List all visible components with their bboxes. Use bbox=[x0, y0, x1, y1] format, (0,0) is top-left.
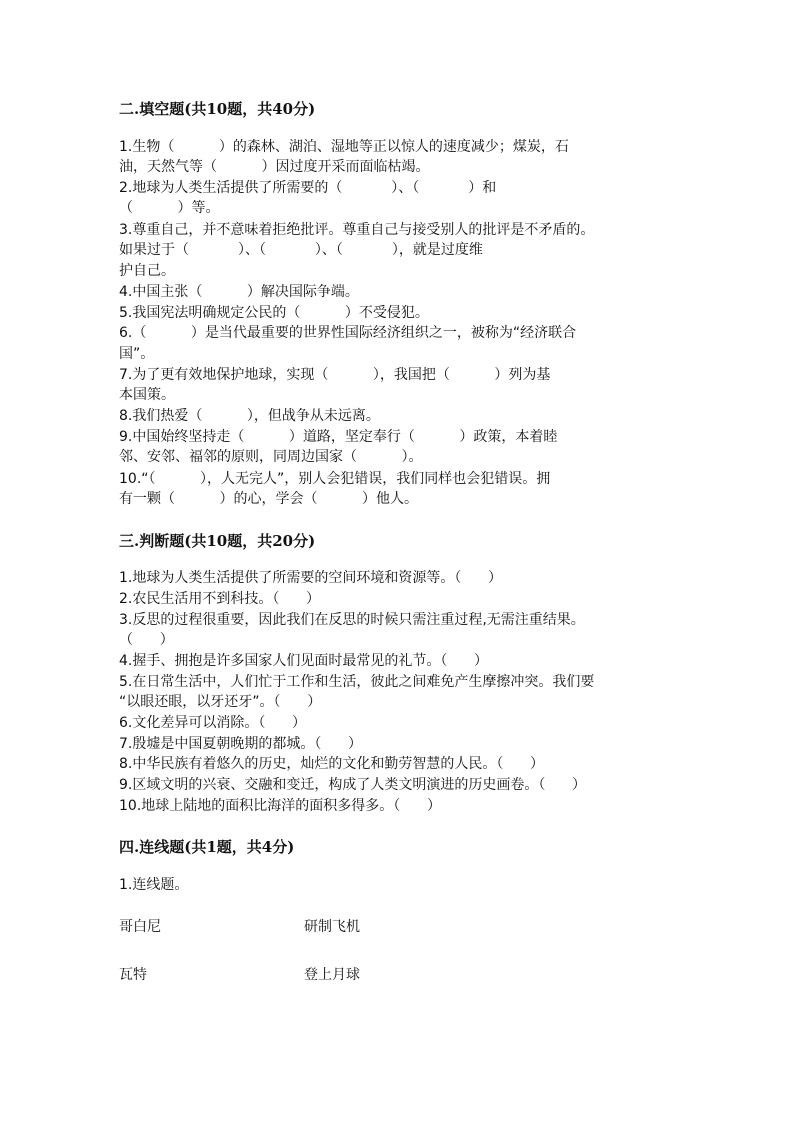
section-heading-true-false: 三.判断题(共10题，共20分) bbox=[119, 532, 316, 550]
question-line: 护自己。 bbox=[119, 263, 175, 279]
match-left-item: 瓦特 bbox=[119, 967, 147, 983]
question-line: 7.为了更有效地保护地球，实现（ ），我国把（ ）列为基 bbox=[119, 367, 551, 383]
question-line: 油，天然气等（ ）因过度开采而面临枯竭。 bbox=[119, 159, 430, 175]
question-line: 2.地球为人类生活提供了所需要的（ ）、（ ）和 bbox=[119, 180, 497, 196]
question-line: 6.（ ）是当代最重要的世界性国际经济组织之一，被称为“经济联合 bbox=[119, 325, 577, 341]
question-line: 9.区域文明的兴衰、交融和变迁，构成了人类文明演进的历史画卷。（ ） bbox=[119, 777, 587, 793]
question-line: 10.“（ ），人无完人”，别人会犯错误，我们同样也会犯错误。拥 bbox=[119, 471, 551, 487]
question-line: 1.地球为人类生活提供了所需要的空间环境和资源等。（ ） bbox=[119, 570, 503, 586]
question-line: （ ） bbox=[119, 632, 174, 648]
matching-question-prompt: 1.连线题。 bbox=[119, 877, 189, 893]
question-line: 7.殷墟是中国夏朝晚期的都城。（ ） bbox=[119, 736, 363, 752]
question-line: 4.握手、拥抱是许多国家人们见面时最常见的礼节。（ ） bbox=[119, 653, 489, 669]
question-line: 2.农民生活用不到科技。（ ） bbox=[119, 591, 321, 607]
question-line: 10.地球上陆地的面积比海洋的面积多得多。（ ） bbox=[119, 798, 441, 814]
question-line: 邻、安邻、福邻的原则，同周边国家（ ）。 bbox=[119, 449, 423, 465]
question-line: 9.中国始终坚持走（ ）道路，坚定奉行（ ）政策，本着睦 bbox=[119, 429, 558, 445]
question-line: 5.在日常生活中，人们忙于工作和生活，彼此之间难免产生摩擦冲突。我们要 bbox=[119, 674, 595, 690]
question-line: 3.反思的过程很重要，因此我们在反思的时候只需注重过程,无需注重结果。 bbox=[119, 612, 585, 628]
question-line: 8.中华民族有着悠久的历史，灿烂的文化和勤劳智慧的人民。（ ） bbox=[119, 756, 545, 772]
question-line: 8.我们热爱（ ），但战争从未远离。 bbox=[119, 408, 380, 424]
match-right-item: 登上月球 bbox=[304, 967, 360, 983]
match-left-item: 哥白尼 bbox=[119, 919, 161, 935]
question-line: 5.我国宪法明确规定公民的（ ）不受侵犯。 bbox=[119, 305, 429, 321]
question-line: 3.尊重自己，并不意味着拒绝批评。尊重自己与接受别人的批评是不矛盾的。 bbox=[119, 222, 595, 238]
question-line: 4.中国主张（ ）解决国际争端。 bbox=[119, 284, 359, 300]
question-line: 有一颗（ ）的心，学会（ ）他人。 bbox=[119, 491, 419, 507]
question-line: 6.文化差异可以消除。（ ） bbox=[119, 715, 307, 731]
question-line: 1.生物（ ）的森林、湖泊、湿地等正以惊人的速度减少；煤炭，石 bbox=[119, 139, 569, 155]
question-line: 本国策。 bbox=[119, 387, 175, 403]
section-heading-matching: 四.连线题(共1题，共4分) bbox=[119, 838, 295, 856]
question-line: 如果过于（ ）、（ ）、（ ），就是过度维 bbox=[119, 242, 483, 258]
match-right-item: 研制飞机 bbox=[304, 919, 360, 935]
question-line: “以眼还眼，以牙还牙”。（ ） bbox=[119, 694, 322, 710]
section-heading-fill-blank: 二.填空题(共10题，共40分) bbox=[119, 100, 316, 118]
question-line: 国”。 bbox=[119, 346, 155, 362]
question-line: （ ）等。 bbox=[119, 200, 220, 216]
